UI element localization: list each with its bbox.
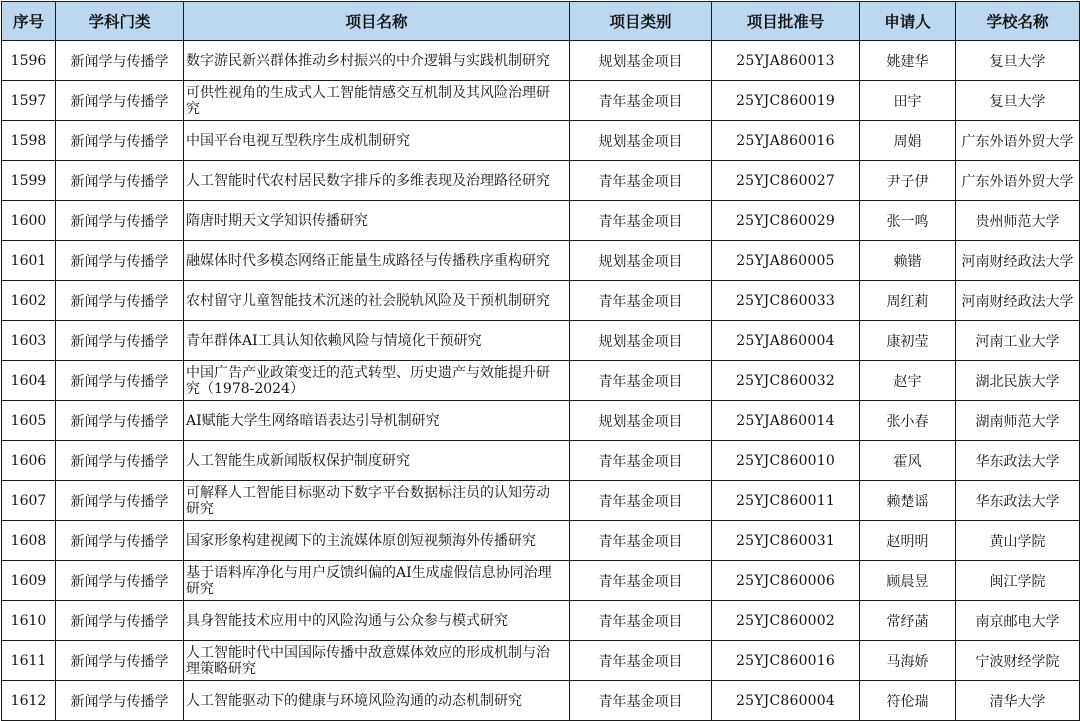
serial-number-cell: 1598 (2, 121, 56, 161)
approval-number-cell: 25YJC860031 (712, 521, 860, 561)
applicant-cell: 田宇 (860, 81, 956, 121)
table-row (2, 561, 1080, 601)
subject-cell: 新闻学与传播学 (56, 41, 184, 81)
serial-number-cell: 1596 (2, 41, 56, 81)
approval-number-cell: 25YJC860016 (712, 641, 860, 681)
applicant-cell: 尹子伊 (860, 161, 956, 201)
approval-number-cell: 25YJA860016 (712, 121, 860, 161)
serial-number-cell: 1606 (2, 441, 56, 481)
subject-cell: 新闻学与传播学 (56, 281, 184, 321)
project-title-cell: 中国广告产业政策变迁的范式转型、历史遗产与效能提升研究（1978-2024） (184, 361, 570, 401)
subject-cell: 新闻学与传播学 (56, 521, 184, 561)
project-title-cell: 具身智能技术应用中的风险沟通与公众参与模式研究 (184, 601, 570, 641)
table-row (2, 41, 1080, 81)
project-category-cell: 青年基金项目 (570, 641, 712, 681)
table-row (2, 601, 1080, 641)
project-category-cell: 规划基金项目 (570, 401, 712, 441)
applicant-cell: 周红莉 (860, 281, 956, 321)
approval-number-cell: 25YJC860019 (712, 81, 860, 121)
serial-number-cell: 1607 (2, 481, 56, 521)
approval-number-cell: 25YJA860004 (712, 321, 860, 361)
project-category-cell: 规划基金项目 (570, 241, 712, 281)
header-cell: 项目名称 (184, 2, 570, 41)
serial-number-cell: 1609 (2, 561, 56, 601)
approval-number-cell: 25YJC860006 (712, 561, 860, 601)
project-category-cell: 青年基金项目 (570, 481, 712, 521)
subject-cell: 新闻学与传播学 (56, 121, 184, 161)
project-category-cell: 规划基金项目 (570, 121, 712, 161)
serial-number-cell: 1603 (2, 321, 56, 361)
project-title-cell: 人工智能生成新闻版权保护制度研究 (184, 441, 570, 481)
approval-number-cell: 25YJA860005 (712, 241, 860, 281)
table-row (2, 321, 1080, 361)
applicant-cell: 康初莹 (860, 321, 956, 361)
header-row (2, 2, 1080, 41)
subject-cell: 新闻学与传播学 (56, 441, 184, 481)
project-category-cell: 青年基金项目 (570, 281, 712, 321)
school-cell: 贵州师范大学 (956, 201, 1080, 241)
project-title-cell: 数字游民新兴群体推动乡村振兴的中介逻辑与实践机制研究 (184, 41, 570, 81)
school-cell: 闽江学院 (956, 561, 1080, 601)
school-cell: 清华大学 (956, 681, 1080, 721)
applicant-cell: 霍风 (860, 441, 956, 481)
school-cell: 华东政法大学 (956, 481, 1080, 521)
applicant-cell: 张一鸣 (860, 201, 956, 241)
project-category-cell: 青年基金项目 (570, 601, 712, 641)
project-title-cell: 中国平台电视互型秩序生成机制研究 (184, 121, 570, 161)
header-cell: 学科门类 (56, 2, 184, 41)
project-category-cell: 青年基金项目 (570, 201, 712, 241)
project-title-cell: 人工智能驱动下的健康与环境风险沟通的动态机制研究 (184, 681, 570, 721)
serial-number-cell: 1600 (2, 201, 56, 241)
serial-number-cell: 1602 (2, 281, 56, 321)
approval-number-cell: 25YJC860004 (712, 681, 860, 721)
applicant-cell: 赵宇 (860, 361, 956, 401)
project-category-cell: 规划基金项目 (570, 321, 712, 361)
serial-number-cell: 1612 (2, 681, 56, 721)
table-row (2, 681, 1080, 721)
school-cell: 华东政法大学 (956, 441, 1080, 481)
header-cell: 序号 (2, 2, 56, 41)
school-cell: 河南工业大学 (956, 321, 1080, 361)
approval-number-cell: 25YJA860013 (712, 41, 860, 81)
serial-number-cell: 1608 (2, 521, 56, 561)
subject-cell: 新闻学与传播学 (56, 561, 184, 601)
header-cell: 项目类别 (570, 2, 712, 41)
school-cell: 湖南师范大学 (956, 401, 1080, 441)
school-cell: 广东外语外贸大学 (956, 161, 1080, 201)
applicant-cell: 赖楚谣 (860, 481, 956, 521)
project-category-cell: 青年基金项目 (570, 361, 712, 401)
serial-number-cell: 1604 (2, 361, 56, 401)
applicant-cell: 顾晨昱 (860, 561, 956, 601)
table-body (2, 41, 1080, 721)
subject-cell: 新闻学与传播学 (56, 481, 184, 521)
subject-cell: 新闻学与传播学 (56, 401, 184, 441)
approval-number-cell: 25YJC860011 (712, 481, 860, 521)
approval-number-cell: 25YJC860010 (712, 441, 860, 481)
subject-cell: 新闻学与传播学 (56, 321, 184, 361)
project-category-cell: 青年基金项目 (570, 561, 712, 601)
applicant-cell: 马海娇 (860, 641, 956, 681)
approval-number-cell: 25YJC860002 (712, 601, 860, 641)
project-category-cell: 规划基金项目 (570, 41, 712, 81)
project-title-cell: 可解释人工智能目标驱动下数字平台数据标注员的认知劳动研究 (184, 481, 570, 521)
header-cell: 项目批准号 (712, 2, 860, 41)
subject-cell: 新闻学与传播学 (56, 201, 184, 241)
applicant-cell: 周娟 (860, 121, 956, 161)
table-row (2, 201, 1080, 241)
project-table (1, 1, 1080, 721)
school-cell: 广东外语外贸大学 (956, 121, 1080, 161)
approval-number-cell: 25YJC860033 (712, 281, 860, 321)
serial-number-cell: 1599 (2, 161, 56, 201)
subject-cell: 新闻学与传播学 (56, 641, 184, 681)
applicant-cell: 姚建华 (860, 41, 956, 81)
project-title-cell: 人工智能时代农村居民数字排斥的多维表现及治理路径研究 (184, 161, 570, 201)
subject-cell: 新闻学与传播学 (56, 81, 184, 121)
project-title-cell: 青年群体AI工具认知依赖风险与情境化干预研究 (184, 321, 570, 361)
applicant-cell: 赵明明 (860, 521, 956, 561)
subject-cell: 新闻学与传播学 (56, 161, 184, 201)
school-cell: 复旦大学 (956, 81, 1080, 121)
applicant-cell: 赖锴 (860, 241, 956, 281)
project-title-cell: 可供性视角的生成式人工智能情感交互机制及其风险治理研究 (184, 81, 570, 121)
subject-cell: 新闻学与传播学 (56, 601, 184, 641)
subject-cell: 新闻学与传播学 (56, 241, 184, 281)
serial-number-cell: 1597 (2, 81, 56, 121)
subject-cell: 新闻学与传播学 (56, 361, 184, 401)
header-cell: 学校名称 (956, 2, 1080, 41)
project-category-cell: 青年基金项目 (570, 81, 712, 121)
project-title-cell: 基于语料库净化与用户反馈纠偏的AI生成虚假信息协同治理研究 (184, 561, 570, 601)
table-row (2, 161, 1080, 201)
applicant-cell: 符伦瑞 (860, 681, 956, 721)
serial-number-cell: 1611 (2, 641, 56, 681)
table-row (2, 481, 1080, 521)
project-category-cell: 青年基金项目 (570, 161, 712, 201)
approval-number-cell: 25YJC860027 (712, 161, 860, 201)
header-cell: 申请人 (860, 2, 956, 41)
table-row (2, 81, 1080, 121)
table-row (2, 121, 1080, 161)
school-cell: 湖北民族大学 (956, 361, 1080, 401)
subject-cell: 新闻学与传播学 (56, 681, 184, 721)
approval-number-cell: 25YJA860014 (712, 401, 860, 441)
table-row (2, 401, 1080, 441)
project-category-cell: 青年基金项目 (570, 681, 712, 721)
school-cell: 河南财经政法大学 (956, 281, 1080, 321)
applicant-cell: 常纾菡 (860, 601, 956, 641)
school-cell: 复旦大学 (956, 41, 1080, 81)
table-row (2, 521, 1080, 561)
serial-number-cell: 1601 (2, 241, 56, 281)
school-cell: 黄山学院 (956, 521, 1080, 561)
approval-number-cell: 25YJC860032 (712, 361, 860, 401)
project-title-cell: 国家形象构建视阈下的主流媒体原创短视频海外传播研究 (184, 521, 570, 561)
table-row (2, 281, 1080, 321)
applicant-cell: 张小春 (860, 401, 956, 441)
table-row (2, 641, 1080, 681)
project-title-cell: 融媒体时代多模态网络正能量生成路径与传播秩序重构研究 (184, 241, 570, 281)
table-row (2, 361, 1080, 401)
table-row (2, 441, 1080, 481)
school-cell: 宁波财经学院 (956, 641, 1080, 681)
project-title-cell: 人工智能时代中国国际传播中敌意媒体效应的形成机制与治理策略研究 (184, 641, 570, 681)
project-title-cell: 隋唐时期天文学知识传播研究 (184, 201, 570, 241)
table-row (2, 241, 1080, 281)
school-cell: 南京邮电大学 (956, 601, 1080, 641)
project-title-cell: AI赋能大学生网络暗语表达引导机制研究 (184, 401, 570, 441)
project-category-cell: 青年基金项目 (570, 441, 712, 481)
project-category-cell: 青年基金项目 (570, 521, 712, 561)
school-cell: 河南财经政法大学 (956, 241, 1080, 281)
serial-number-cell: 1605 (2, 401, 56, 441)
project-title-cell: 农村留守儿童智能技术沉迷的社会脱轨风险及干预机制研究 (184, 281, 570, 321)
serial-number-cell: 1610 (2, 601, 56, 641)
approval-number-cell: 25YJC860029 (712, 201, 860, 241)
